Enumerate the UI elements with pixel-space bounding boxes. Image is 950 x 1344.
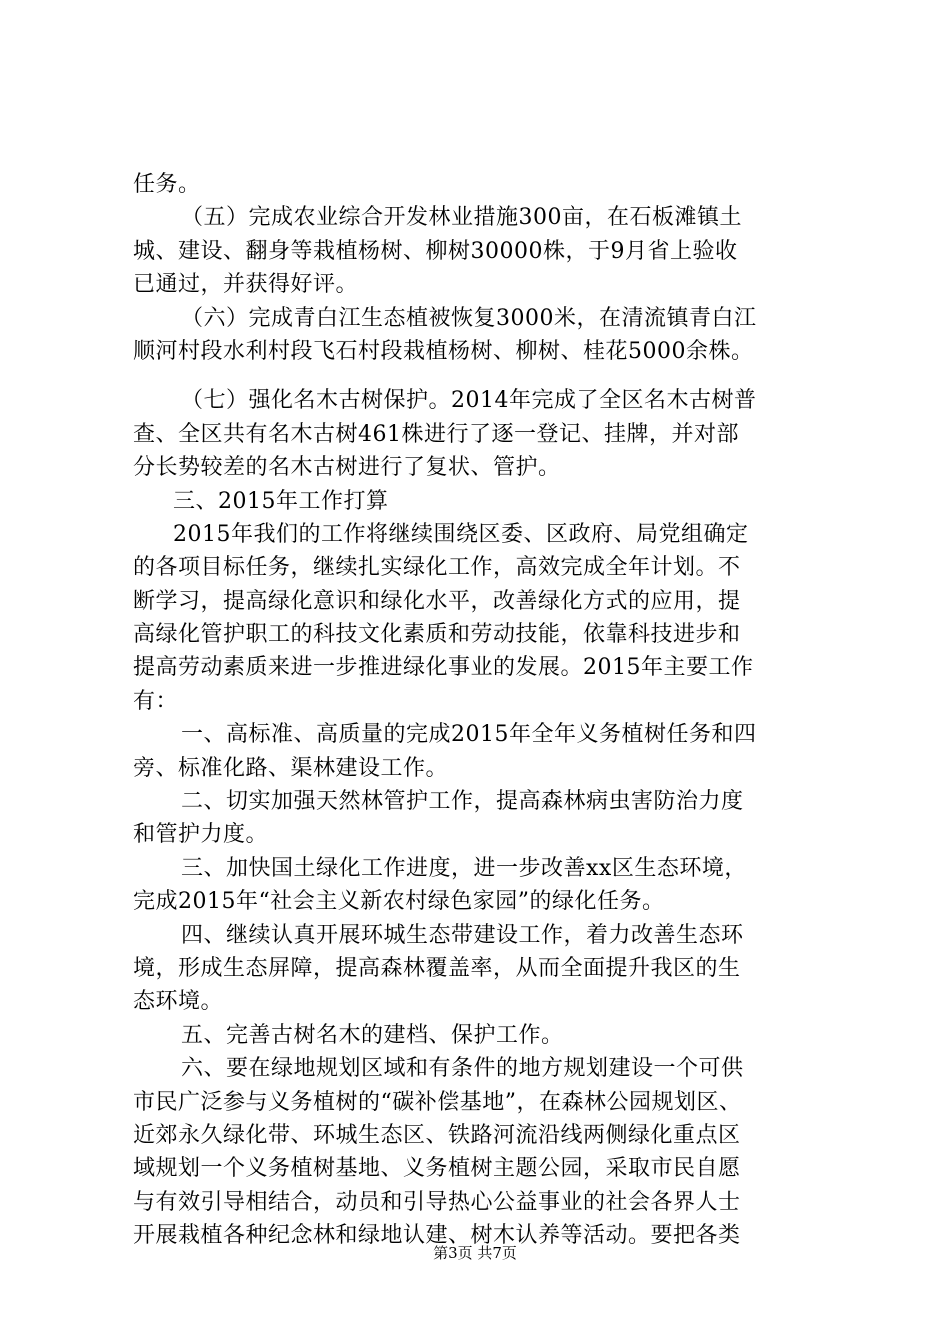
text-line: 查、全区共有名木古树461株进行了逐一登记、挂牌，并对部	[133, 421, 739, 447]
text-line: 提高劳动素质来进一步推进绿化事业的发展。2015年主要工作	[133, 655, 754, 681]
text-line: 分长势较差的名木古树进行了复状、管护。	[133, 455, 561, 481]
text-line: 城、建设、翻身等栽植杨树、柳树30000株，于9月省上验收	[133, 238, 738, 264]
text-line: 境，形成生态屏障，提高森林覆盖率，从而全面提升我区的生	[133, 955, 741, 981]
text-line: 一、高标准、高质量的完成2015年全年义务植树任务和四	[181, 722, 757, 748]
text-line: 任务。	[133, 172, 201, 197]
body-text	[133, 168, 833, 1253]
text-line: 顺河村段水利村段飞石村段栽植杨树、柳树、桂花5000余株。	[133, 338, 754, 364]
text-line: 断学习，提高绿化意识和绿化水平，改善绿化方式的应用，提	[133, 588, 741, 614]
text-line: 与有效引导相结合，动员和引导热心公益事业的社会各界人士	[133, 1189, 741, 1215]
text-line: 三、加快国土绿化工作进度，进一步改善xx区生态环境，	[181, 855, 747, 881]
text-line: （六）完成青白江生态植被恢复3000米，在清流镇青白江	[181, 305, 757, 331]
text-line: 市民广泛参与义务植树的“碳补偿基地”，在森林公园规划区、	[133, 1089, 742, 1115]
text-line: 态环境。	[133, 989, 224, 1015]
text-line: 四、继续认真开展环城生态带建设工作，着力改善生态环	[181, 922, 744, 948]
text-line: 开展栽植各种纪念林和绿地认建、树木认养等活动。要把各类	[133, 1223, 741, 1249]
text-line: 已通过，并获得好评。	[133, 272, 359, 298]
text-line: 域规划一个义务植树基地、义务植树主题公园，采取市民自愿	[133, 1156, 741, 1182]
text-line: 和管护力度。	[133, 822, 269, 848]
section-heading: 三、2015年工作打算	[173, 488, 389, 514]
text-line: 二、切实加强天然林管护工作，提高森林病虫害防治力度	[181, 789, 744, 815]
page-number: 第3页 共7页	[433, 1244, 517, 1262]
text-line: 六、要在绿地规划区域和有条件的地方规划建设一个可供	[181, 1056, 744, 1082]
text-line: 旁、标准化路、渠林建设工作。	[133, 755, 449, 781]
text-line: 有：	[133, 688, 179, 714]
paragraph-gap	[133, 368, 833, 384]
text-line: （七）强化名木古树保护。2014年完成了全区名木古树普	[181, 388, 757, 414]
text-line: （五）完成农业综合开发林业措施300亩，在石板滩镇土	[181, 205, 742, 231]
text-line: 的各项目标任务，继续扎实绿化工作，高效完成全年计划。不	[133, 555, 741, 581]
text-line: 完成2015年“社会主义新农村绿色家园”的绿化任务。	[133, 889, 665, 915]
text-line: 近郊永久绿化带、环城生态区、铁路河流沿线两侧绿化重点区	[133, 1122, 741, 1148]
text-line: 五、完善古树名木的建档、保护工作。	[181, 1022, 564, 1048]
text-line: 高绿化管护职工的科技文化素质和劳动技能，依靠科技进步和	[133, 622, 741, 648]
text-line: 2015年我们的工作将继续围绕区委、区政府、局党组确定	[173, 521, 749, 547]
